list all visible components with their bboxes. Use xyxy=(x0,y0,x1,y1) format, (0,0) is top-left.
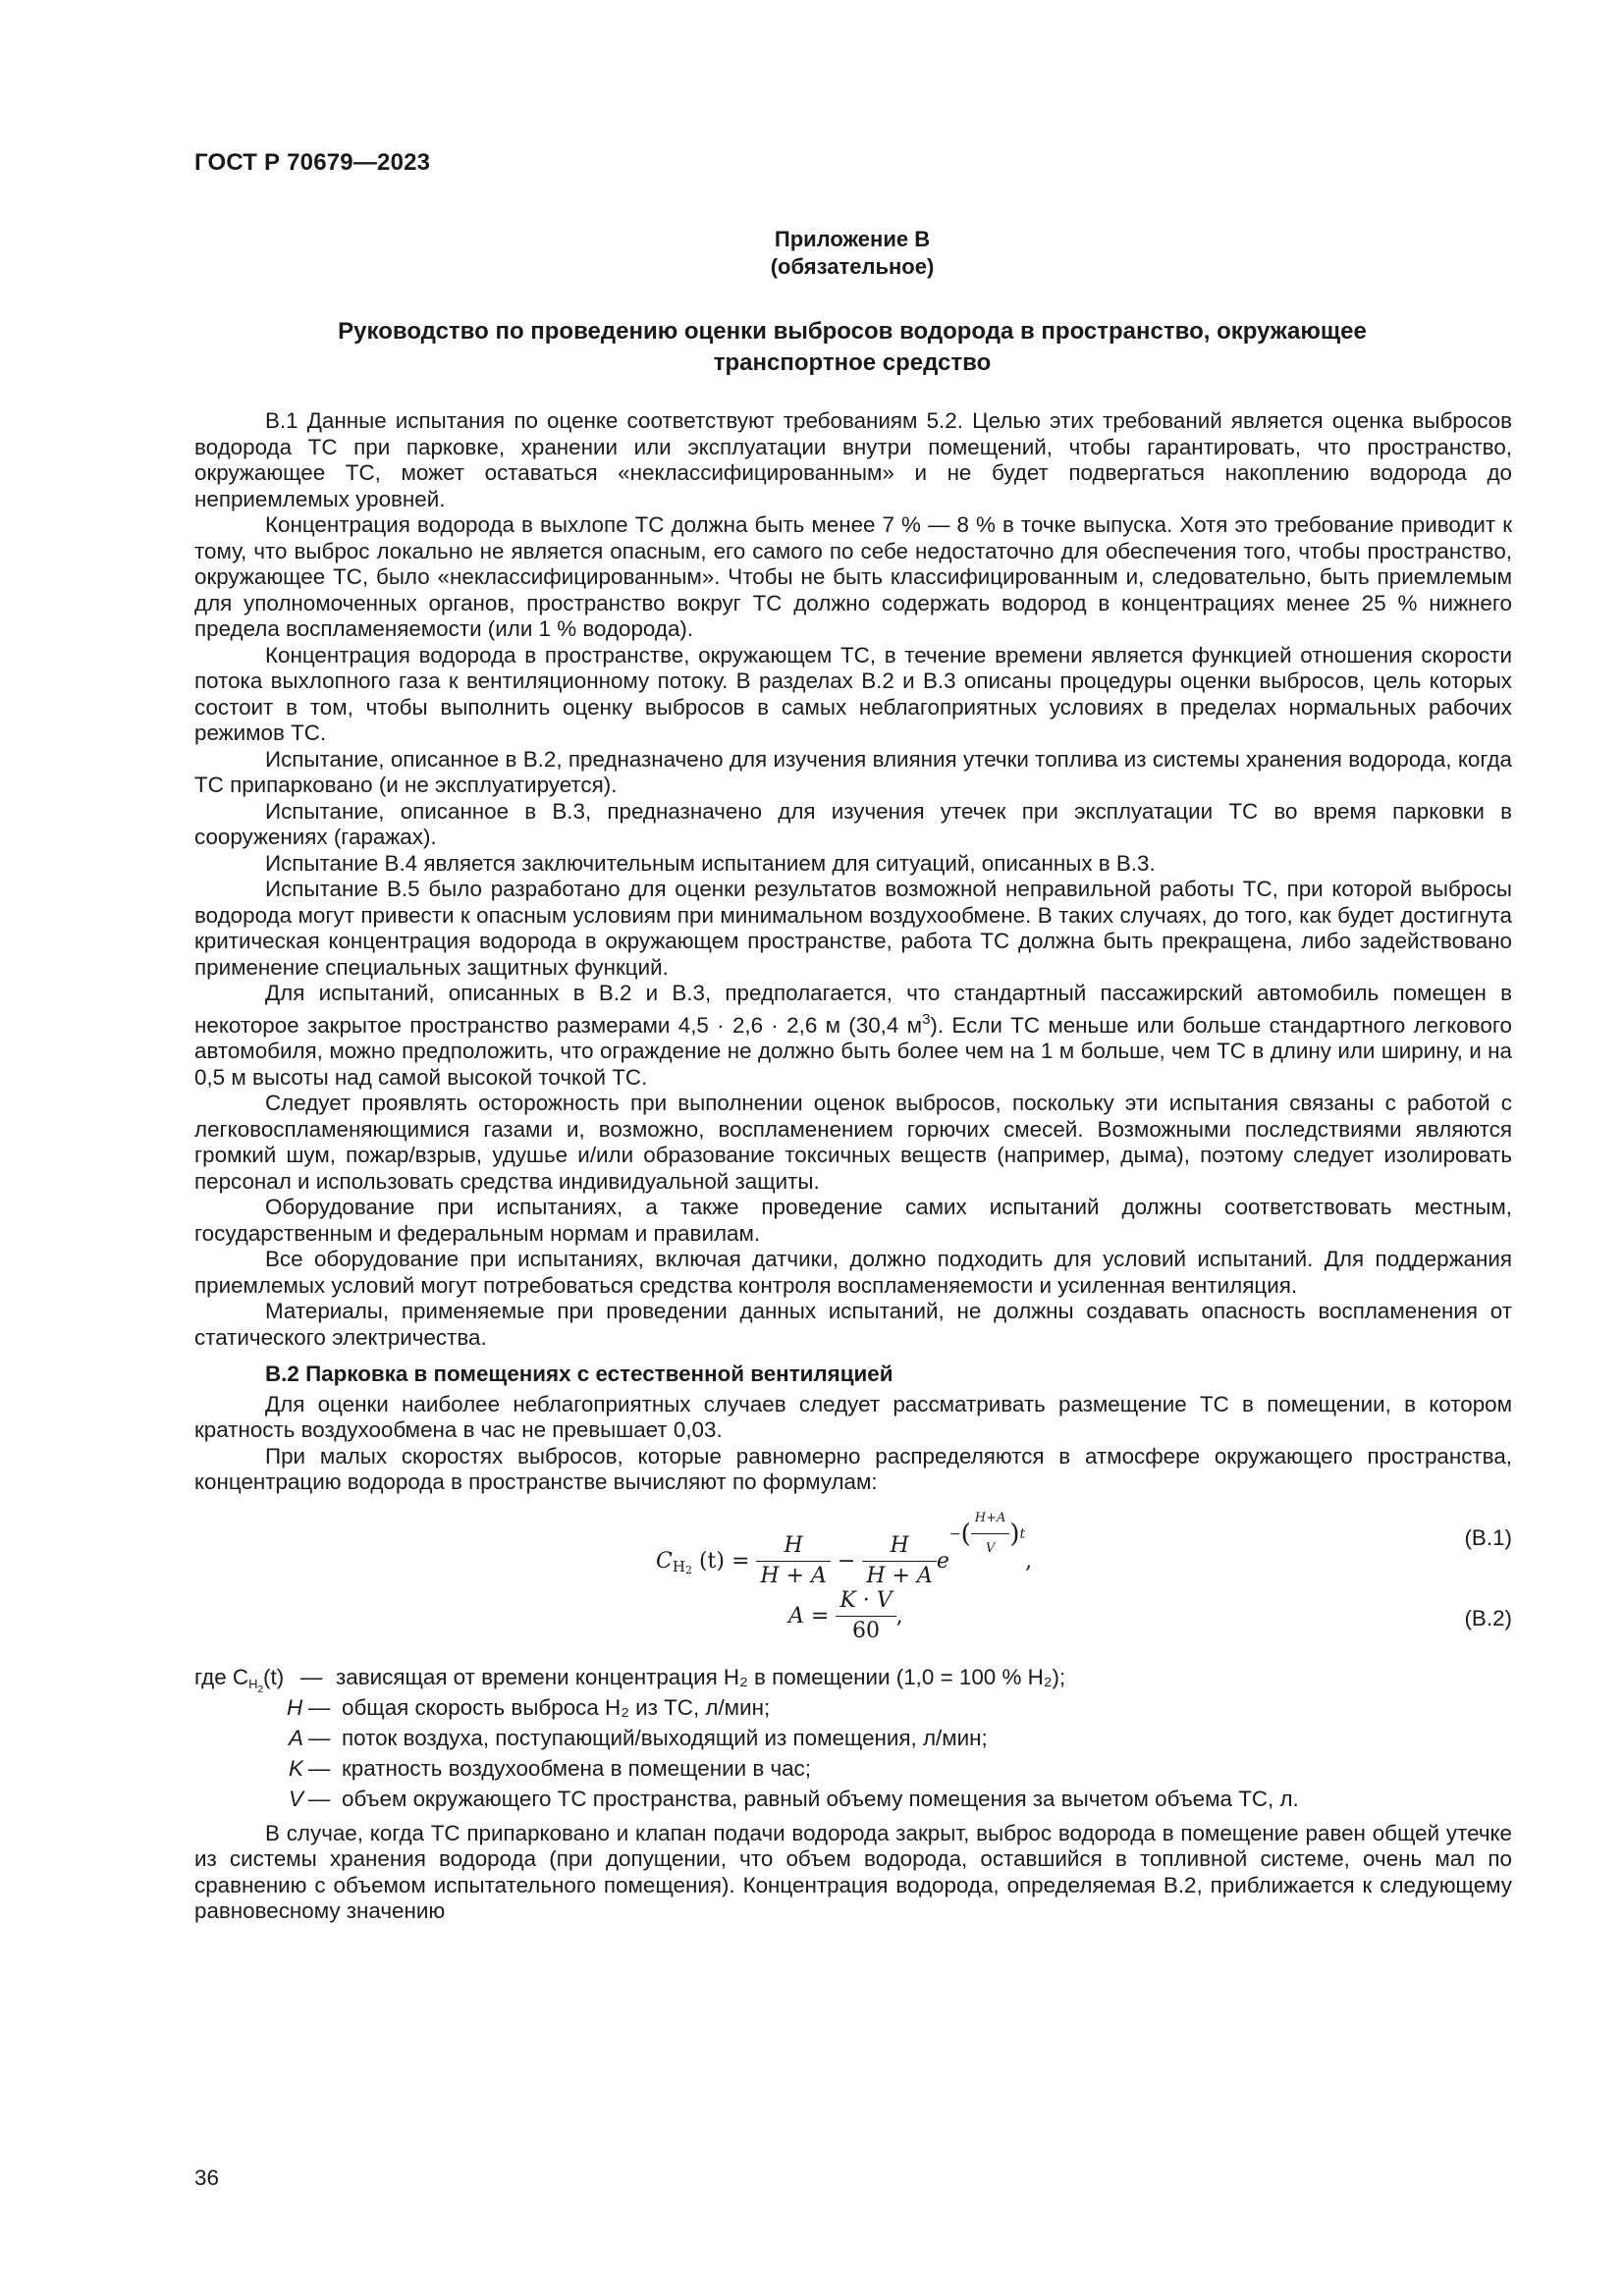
superscript: 3 xyxy=(922,1010,931,1028)
denominator: 60 xyxy=(851,1619,880,1643)
legend-symbol: V xyxy=(289,1786,303,1811)
denominator: H + A xyxy=(866,1564,933,1588)
variable-legend xyxy=(194,1665,1512,1817)
exp-t: t xyxy=(1019,1525,1026,1542)
legend-symbol: K xyxy=(289,1755,303,1781)
legend-row xyxy=(194,1756,1512,1787)
legend-text: кратность воздухообмена в помещении в час; xyxy=(342,1755,811,1781)
paragraph: Оборудование при испытаниях, а также проведение самих испытаний должны соответствовать местным, государственным и федеральным нормам и правилам. xyxy=(194,1195,1512,1246)
legend-text: объем окружающего ТС пространства, равный объему помещения за вычетом объема ТС, л. xyxy=(342,1786,1299,1811)
legend-dash: — xyxy=(308,1725,331,1750)
annex-status: (обязательное) xyxy=(770,254,935,279)
page-number: 36 xyxy=(194,2165,219,2190)
document-body xyxy=(194,408,1512,1925)
legend-dash: — xyxy=(308,1694,331,1720)
legend-symbol-text: где C xyxy=(194,1664,249,1689)
annex-heading xyxy=(194,226,1510,281)
fraction-1 xyxy=(756,1533,831,1590)
formula-b1 xyxy=(194,1496,1512,1588)
legend-dash: — xyxy=(308,1755,331,1781)
legend-symbol: H xyxy=(287,1694,303,1720)
paragraph-volume xyxy=(194,981,1512,1091)
legend-row xyxy=(194,1726,1512,1756)
exp-e: e xyxy=(936,1548,949,1574)
legend-row xyxy=(194,1787,1512,1817)
paragraph: Для оценки наиболее неблагоприятных случаев следует рассматривать размещение ТС в помещении, в котором кратность воздухообмена в час не превышает 0,03. xyxy=(194,1391,1512,1442)
formula-b2-expression xyxy=(788,1588,903,1645)
paragraph: В.1 Данные испытания по оценке соответствуют требованиям 5.2. Целью этих требований является оценка выбросов водорода ТС при парковке, хранении или эксплуатации внутри помещений, чтобы гарантировать, что пространство, окружающее ТС, может оставаться «неклассифицированным» и не будет подвергаться накоплению водорода до неприемлемых уровней. xyxy=(194,408,1512,511)
formula-b1-expression xyxy=(656,1506,1032,1590)
formula-arg: (t) = xyxy=(698,1548,750,1574)
exp-numerator: H+A xyxy=(971,1506,1010,1535)
comma: , xyxy=(1025,1548,1033,1574)
symbol-c: C xyxy=(656,1548,673,1574)
paragraph: Испытание В.5 было разработано для оценки результатов возможной неправильной работы ТС, при которой выбросы водорода могут привести к опасным условиям при минимальном воздухообмене. В таких случаях, до того, как будет достигнута критическая концентрация водорода в окружающем пространстве, работа ТС должна быть прекращена, либо задействовано применение специальных защитных функций. xyxy=(194,877,1512,980)
closing-paragraph: В случае, когда ТС припарковано и клапан подачи водорода закрыт, выброс водорода в помещение равен общей утечке из системы хранения водорода (при допущении, что объем водорода, оставшийся в топливной системе, очень мал по сравнению с объемом испытательного помещения). Концентрация водорода, определяемая В.2, приближается к следующему равновесному значению xyxy=(194,1820,1512,1923)
formula-number: (В.2) xyxy=(1464,1605,1512,1630)
formula-lhs: A = xyxy=(788,1603,830,1629)
paragraph: Все оборудование при испытаниях, включая датчики, должно подходить для условий испытаний. Для поддержания приемлемых условий могут потребоваться средства контроля воспламеняемости и усиленная вентиляция. xyxy=(194,1247,1512,1298)
paragraph: Следует проявлять осторожность при выполнении оценок выбросов, поскольку эти испытания связаны с работой с легковоспламеняющимися газами и, возможно, воспламенением горючих смесей. Возможными последствиями являются громкий шум, пожар/взрыв, удушье и/или образование токсичных веществ (например, дыма), поэтому следует изолировать персонал и использовать средства индивидуальной защиты. xyxy=(194,1091,1512,1194)
paragraph: Концентрация водорода в пространстве, окружающем ТС, в течение времени является функцией отношения скорости потока выхлопного газа к вентиляционному потоку. В разделах В.2 и В.3 описаны процедуры оценки выбросов, цель которых состоит в том, чтобы выполнить оценку выбросов в самых неблагоприятных условиях в пределах нормальных рабочих режимов ТС. xyxy=(194,642,1512,745)
paragraph: Материалы, применяемые при проведении данных испытаний, не должны создавать опасность воспламенения от статического электричества. xyxy=(194,1299,1512,1350)
annex-title-line1: Руководство по проведению оценки выбросов водорода в пространство, окружающее xyxy=(338,318,1367,345)
paragraph: При малых скоростях выбросов, которые равномерно распределяются в атмосфере окружающего пространства, концентрацию водорода в пространстве вычисляют по формулам: xyxy=(194,1443,1512,1494)
exponent: −( $\frac{H+A}{V}$ )t xyxy=(949,1506,1025,1563)
paragraph: Испытание В.4 является заключительным испытанием для ситуаций, описанных в В.3. xyxy=(265,850,1156,876)
subscript-h: H xyxy=(672,1557,685,1575)
legend-dash: — xyxy=(300,1664,323,1689)
formula-number: (В.1) xyxy=(1464,1524,1512,1550)
section-heading-b2: В.2 Парковка в помещениях с естественной вентиляцией xyxy=(265,1362,893,1386)
formula-b2 xyxy=(194,1588,1512,1659)
annex-title-line2: транспортное средство xyxy=(713,349,992,376)
paragraph: Концентрация водорода в выхлопе ТС должна быть менее 7 % — 8 % в точке выпуска. Хотя это требование приводит к тому, что выброс локально не является опасным, его самого по себе недостаточно для обеспечения того, чтобы пространство, окружающее ТС, было «неклассифицированным». Чтобы не быть классифицированным и, следовательно, быть приемлемым для уполномоченных органов, пространство вокруг ТС должно содержать водород в концентрациях менее 25 % нижнего предела воспламеняемости (или 1 % водорода). xyxy=(194,512,1512,641)
legend-row xyxy=(194,1695,1512,1726)
annex-title xyxy=(194,316,1510,379)
numerator: K · V xyxy=(836,1588,895,1618)
legend-text: зависящая от времени концентрация H₂ в помещении (1,0 = 100 % H₂); xyxy=(336,1664,1066,1689)
fraction xyxy=(836,1588,895,1645)
legend-symbol-arg: (t) xyxy=(263,1664,285,1689)
legend-symbol: где $C_{H_2}(t)$ xyxy=(194,1664,285,1695)
subscript-2: 2 xyxy=(684,1563,692,1576)
numerator: H xyxy=(756,1533,831,1563)
comma: , xyxy=(895,1603,903,1629)
annex-label: Приложение В xyxy=(774,227,931,251)
exp-denominator: V xyxy=(985,1541,996,1556)
legend-dash: — xyxy=(308,1786,331,1811)
text-span: Для испытаний, описанных в В.2 и В.3, предполагается, что стандартный пассажирский автомобиль помещен в некоторое закрытое пространство размерами 4,5 · 2,6 · 2,6 м (30,4 м xyxy=(194,981,1512,1038)
minus-sign: − xyxy=(837,1548,856,1574)
standard-header: ГОСТ Р 70679—2023 xyxy=(194,149,431,176)
legend-symbol: A xyxy=(289,1725,303,1750)
fraction-2 xyxy=(862,1533,937,1590)
paragraph: Испытание, описанное в В.2, предназначено для изучения влияния утечки топлива из системы хранения водорода, когда ТС припарковано (и не эксплуатируется). xyxy=(194,746,1512,797)
legend-text: общая скорость выброса H₂ из ТС, л/мин; xyxy=(342,1694,771,1720)
legend-text: поток воздуха, поступающий/выходящий из помещения, л/мин; xyxy=(342,1725,988,1750)
legend-row xyxy=(194,1665,1512,1695)
text-span: ). Если ТС меньше или больше стандартного легкового автомобиля, можно предположить, что ограждение не должно быть более чем на 1 м больше, чем ТС в длину или ширину, и на 0,5 м высоты над самой высокой точкой ТС. xyxy=(194,1012,1512,1090)
paragraph: Испытание, описанное в В.3, предназначено для изучения утечек при эксплуатации ТС во время парковки в сооружениях (гаражах). xyxy=(194,798,1512,849)
numerator: H xyxy=(862,1533,937,1563)
denominator: H + A xyxy=(760,1564,827,1588)
